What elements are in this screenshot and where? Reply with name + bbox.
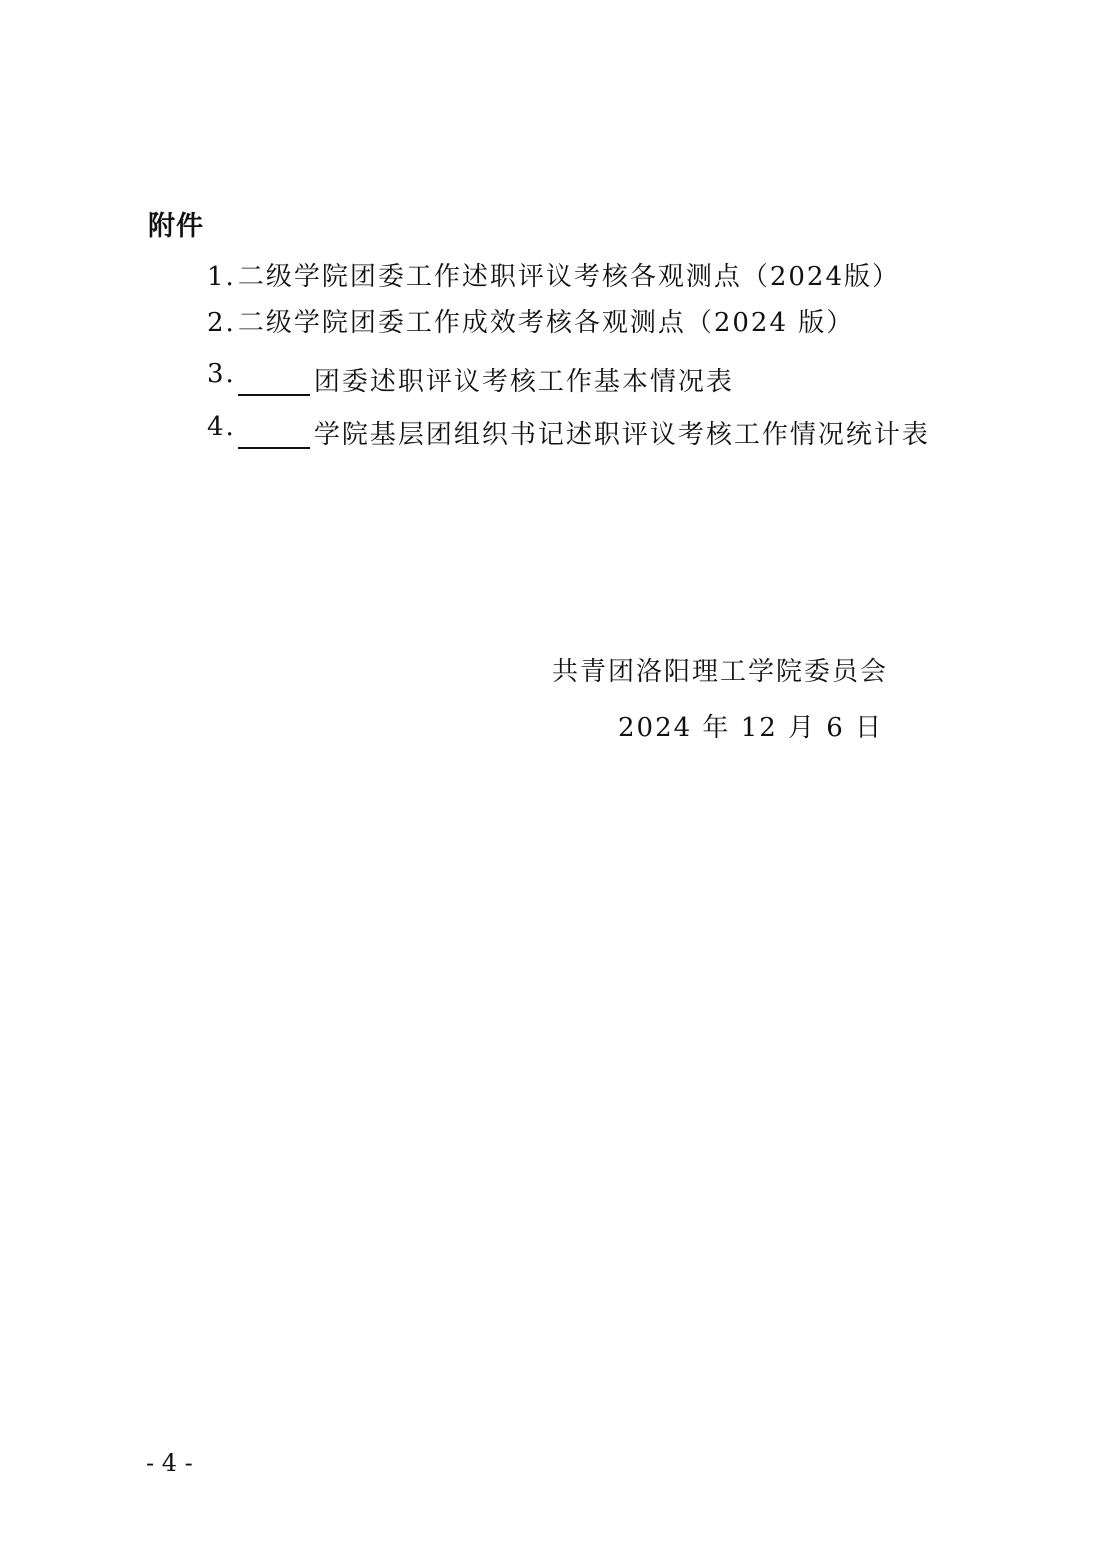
attachment-title: 学院基层团组织书记述职评议考核工作情况统计表 (313, 420, 930, 450)
attachment-item-3 (207, 359, 734, 399)
attachment-number: 1. (207, 262, 236, 292)
attachment-number: 3. (207, 359, 236, 389)
attachment-item-1 (207, 260, 900, 294)
attachment-number: 2. (207, 308, 236, 338)
signature-date: 2024 年 12 月 6 日 (618, 713, 884, 743)
fill-in-blank-line (238, 421, 310, 449)
attachment-title: 二级学院团委工作述职评议考核各观测点（2024版） (237, 262, 900, 292)
attachment-title: 二级学院团委工作成效考核各观测点（2024 版） (237, 308, 855, 338)
attachment-heading: 附件 (148, 211, 204, 242)
attachment-item-2 (207, 306, 854, 340)
attachment-item-4 (207, 412, 930, 452)
page-number: - 4 - (146, 1449, 193, 1477)
fill-in-blank-line (238, 368, 310, 396)
signature-organization: 共青团洛阳理工学院委员会 (552, 657, 889, 687)
attachment-title: 团委述职评议考核工作基本情况表 (313, 367, 734, 397)
attachment-number: 4. (207, 412, 236, 442)
